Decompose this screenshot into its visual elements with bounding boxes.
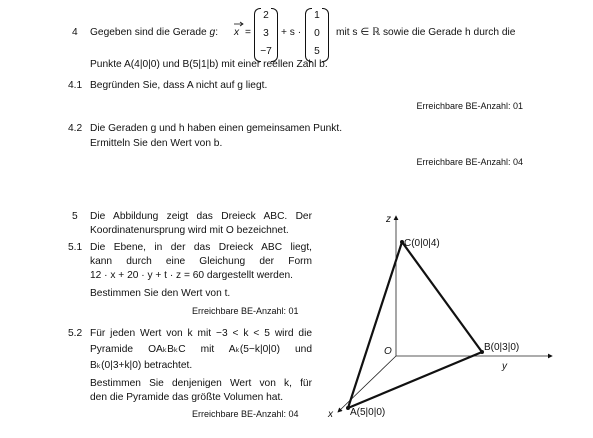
vector-arrow-icon [234,21,244,27]
task5-2-line3: Bₖ(0|3+k|0) betrachtet. [90,360,193,371]
task4-1-text: Begründen Sie, dass A nicht auf g liegt. [90,80,268,91]
colon: : [215,27,219,38]
task4-intro [90,27,218,38]
task5-1-task: Bestimmen Sie den Wert von t. [90,288,231,299]
task4-1-be: Erreichbare BE-Anzahl: 01 [416,101,523,111]
support-vector-x: 2 [263,10,269,21]
task4-intro-text: Gegeben sind die Gerade [90,27,210,38]
direction-vector-x: 1 [314,10,320,21]
task5-1-number: 5.1 [68,242,83,253]
support-vector-y: 3 [263,28,269,39]
x-axis [338,356,396,412]
direction-vector [305,8,329,60]
support-vector [254,8,278,60]
task5-2-task-line1: Bestimmen Sie denjenigen Wert von k, für [90,378,312,389]
plus-s-dot: + s · [281,27,302,38]
task5-2-line2: Pyramide OAₖBₖC mit Aₖ(5−k|0|0) und [90,344,312,355]
task4-2-number: 4.2 [68,123,83,134]
axis-y-label: y [502,361,507,372]
triangle-figure [322,206,582,436]
direction-vector-y: 0 [314,28,320,39]
task5-1-line2: kann durch eine Gleichung der Form [90,256,312,267]
task5-line1: Die Abbildung zeigt das Dreieck ABC. Der [90,211,312,222]
task5-1-line1: Die Ebene, in der das Dreieck ABC liegt, [90,242,312,253]
task5-1-line3: 12 · x + 20 · y + t · z = 60 dargestellt werden. [90,270,294,281]
point-a-label: A(5|0|0) [350,407,386,418]
support-vector-z: −7 [260,46,272,57]
task5-number: 5 [72,211,78,222]
point-b-label: B(0|3|0) [484,342,520,353]
task4-with-s: mit s ∈ ℝ sowie die Gerade h durch die [336,27,516,38]
direction-vector-z: 5 [314,46,320,57]
equals-sign: = [245,27,251,38]
task5-2-number: 5.2 [68,328,83,339]
line-g-name: g [209,27,216,38]
task4-points-line: Punkte A(4|0|0) und B(5|1|b) mit einer reellen Zahl b. [90,59,328,70]
task5-2-line1: Für jeden Wert von k mit −3 < k < 5 wird die [90,328,312,339]
task4-2-be: Erreichbare BE-Anzahl: 04 [416,157,523,167]
task4-2-line1: Die Geraden g und h haben einen gemeinsamen Punkt. [90,123,343,134]
task4-number: 4 [72,27,78,38]
task4-1-number: 4.1 [68,80,83,91]
origin-label: O [384,346,392,357]
task5-line2: Koordinatenursprung wird mit O bezeichnet. [90,225,289,236]
point-c-label: C(0|0|4) [404,238,440,249]
task5-2-be: Erreichbare BE-Anzahl: 04 [192,409,299,419]
task4-2-line2: Ermitteln Sie den Wert von b. [90,138,223,149]
vector-x-symbol: x [234,27,240,38]
axis-z-label: z [386,214,391,225]
task5-2-task-line2: den die Pyramide das größte Volumen hat. [90,392,284,403]
axis-x-label: x [328,409,333,420]
task5-1-be: Erreichbare BE-Anzahl: 01 [192,306,299,316]
